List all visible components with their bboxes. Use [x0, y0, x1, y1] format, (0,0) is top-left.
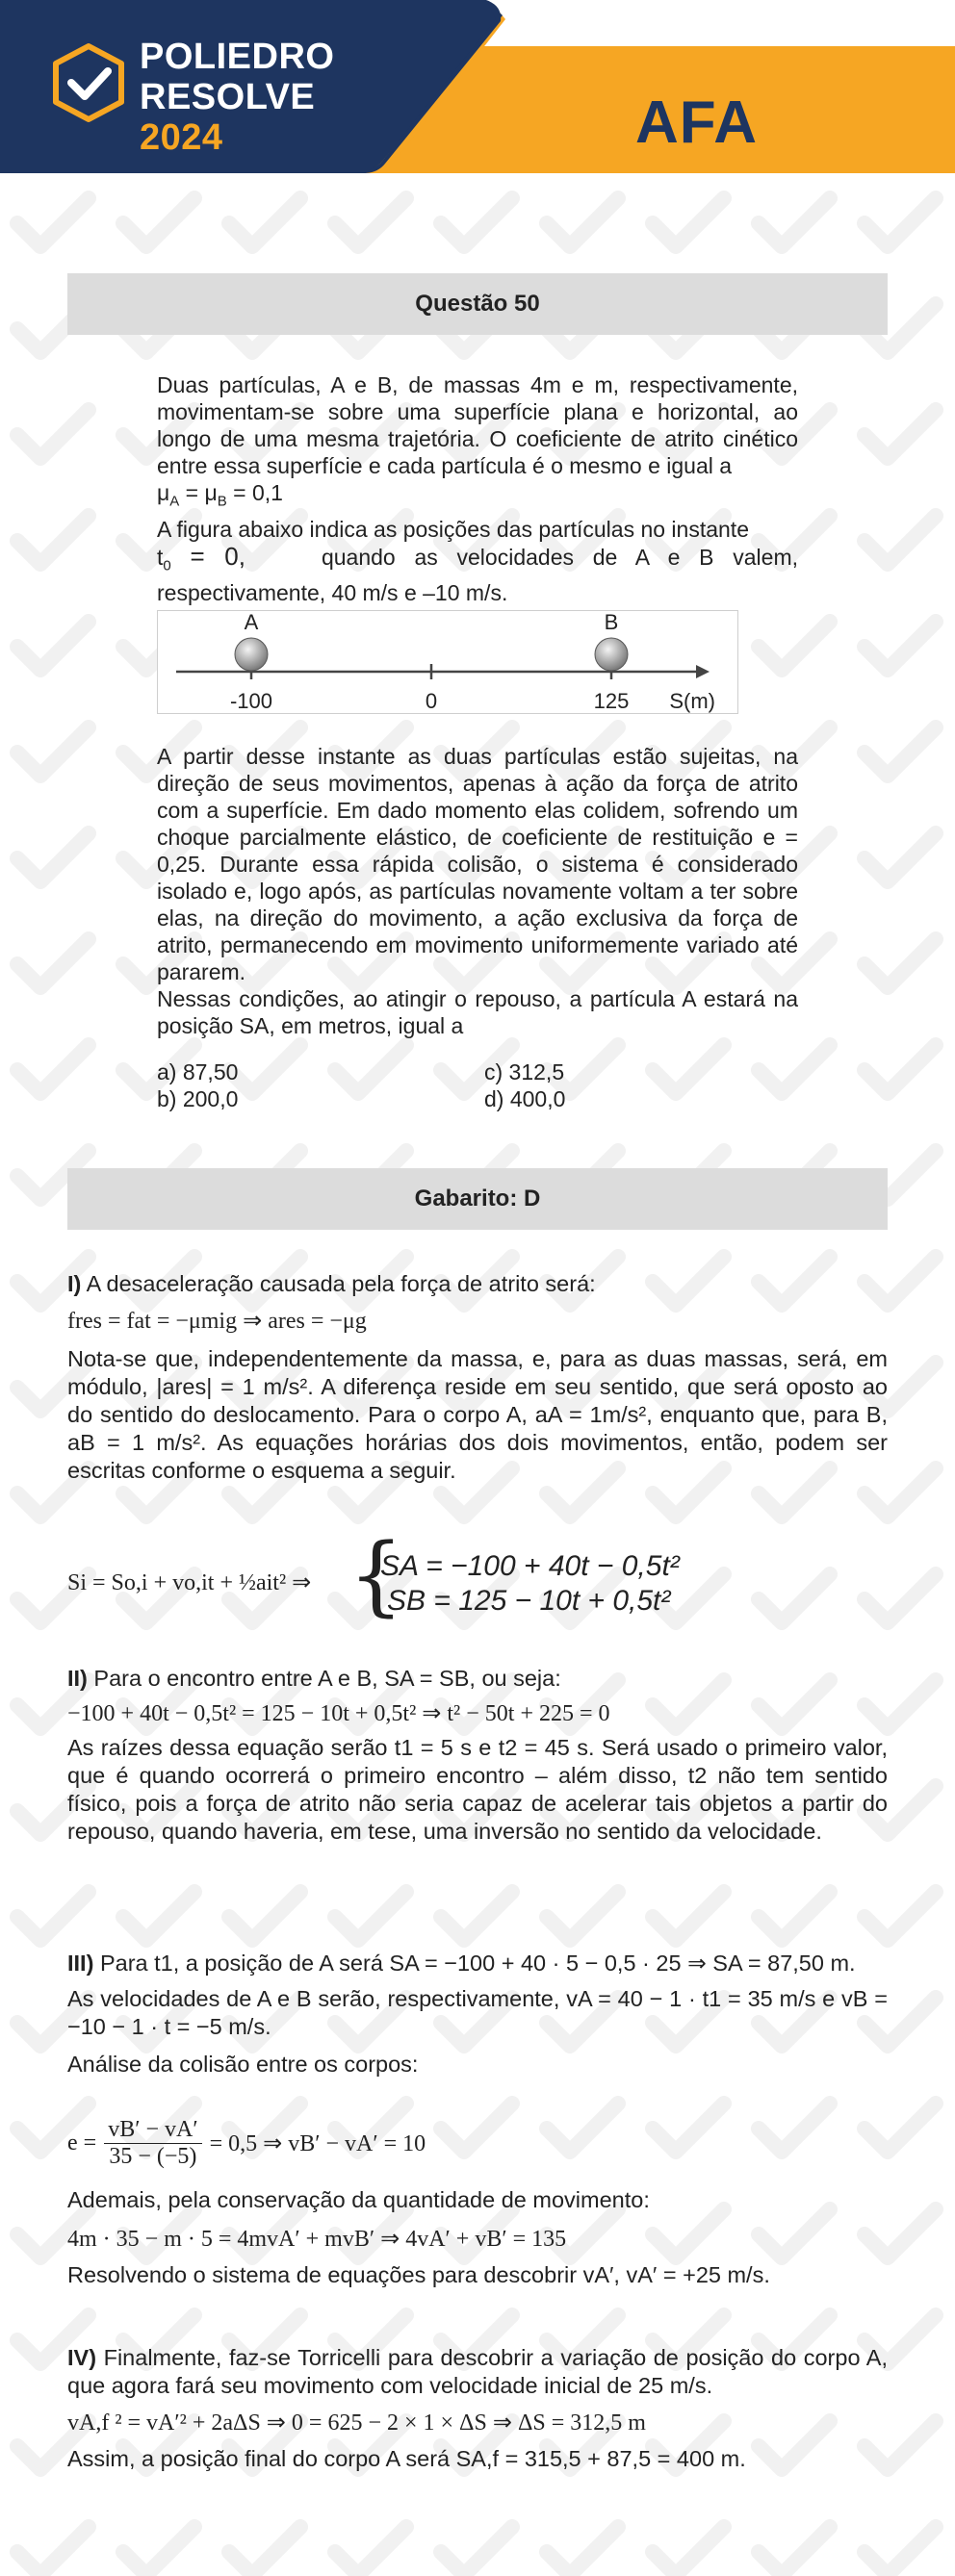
question-paragraph-1: Duas partículas, A e B, de massas 4m e m, respectivamente, movimentam-se sobre uma superfície plana e horizontal, ao longo de uma mesma trajetória. O coeficiente de atrito cinético entre essa superfície e cada partícula é o mesmo e igual a: [157, 372, 798, 478]
solution-4-intro: IV) Finalmente, faz-se Torricelli para descobrir a variação de posição do corpo A, que agora fará seu movimento com velocidade inicial de 25 m/s.: [67, 2345, 888, 2398]
answer-title-bar: [67, 1168, 888, 1230]
restitution-lhs: e =: [67, 2130, 97, 2155]
answer-title: Gabarito: D: [414, 1186, 541, 1211]
solution-part-3: [67, 1950, 888, 2079]
solution-part-1: [67, 1270, 888, 1485]
solution-part-4: [67, 2344, 888, 2473]
solution-1-paragraph: Nota-se que, independentemente da massa, e, para as duas massas, será, em módulo, |ares| = 1 m/s². A diferença reside em seu sentido, que será oposto ao do sentido do deslocamento. Para o corpo A, aA = 1m/s², enquanto que, para B, aB = 1 m/s². As equações horárias dos dois movimentos, então, podem ser escritas conforme o esquema a seguir.: [67, 1346, 888, 1483]
brand-line-1: POLIEDRO: [140, 37, 335, 77]
question-paragraph-3: A partir desse instante as duas partículas estão sujeitas, na direção de seus movimentos, apenas à ação da força de atrito com a superfície. Em dado momento elas colidem, sofrendo um choque parcialmente elástico, de coeficiente de restituição e = 0,25. Durante essa rápida colisão, o sistema é considerado isolado e, logo após, as partículas novamente voltam a ter sobre elas, na direção do movimento, a ação exclusiva da força de atrito, permanecendo em movimento uniformemente variado até pararem.: [157, 744, 798, 984]
solution-4-final: Assim, a posição final do corpo A será SA,f = 315,5 + 87,5 = 400 m.: [67, 2446, 746, 2471]
axis-label: S(m): [669, 689, 715, 713]
solution-4-torricelli: vA,f ² = vA′² + 2aΔS ⇒ 0 = 625 − 2 × 1 × ΔS ⇒ ΔS = 312,5 m: [67, 2410, 646, 2436]
question-title: Questão 50: [415, 291, 540, 317]
system-equation-b: SB = 125 − 10t + 0,5t²: [387, 1585, 671, 1617]
label-b: B: [604, 610, 619, 634]
restitution-rhs: = 0,5 ⇒ vB′ − vA′ = 10: [209, 2130, 426, 2156]
option-c: c) 312,5: [484, 1059, 565, 1084]
solution-3-momentum-equation: 4m · 35 − m · 5 = 4mvA′ + mvB′ ⇒ 4vA′ + vB′ = 135: [67, 2227, 567, 2252]
tick-label-0: 0: [425, 689, 438, 713]
tick-label-minus100: -100: [229, 689, 273, 713]
restitution-fraction: [104, 2117, 201, 2170]
particle-a: [235, 638, 268, 671]
restitution-denominator: 35 − (−5): [109, 2143, 197, 2169]
solution-2-equation: −100 + 40t − 0,5t² = 125 − 10t + 0,5t² ⇒ t² − 50t + 225 = 0: [67, 1701, 610, 1726]
solution-2-paragraph: As raízes dessa equação serão t1 = 5 s e t2 = 45 s. Será usado o primeiro valor, que é quando ocorrerá o primeiro encontro – além disso, t2 não tem sentido físico, pois a força de atrito não seria capaz de acelerar tais objetos a partir do repouso, quando haveria, em tese, uma inversão no sentido da velocidade.: [67, 1735, 888, 1844]
tick-label-125: 125: [593, 689, 630, 713]
solution-1-equation: fres = fat = −μmig ⇒ ares = −μg: [67, 1309, 367, 1334]
solution-2-intro: II) Para o encontro entre A e B, SA = SB, ou seja:: [67, 1666, 561, 1691]
system-brace: {: [348, 1525, 404, 1626]
restitution-numerator: vB′ − vA′: [104, 2117, 201, 2144]
question-title-bar: [67, 273, 888, 335]
solution-part-3-continued: [67, 2186, 888, 2289]
solution-3-collision-intro: Análise da colisão entre os corpos:: [67, 2052, 419, 2077]
system-equation-a: SA = −100 + 40t − 0,5t²: [380, 1550, 680, 1582]
solution-3-intro: III) Para t1, a posição de A será SA = −100 + 40 · 5 − 0,5 · 25 ⇒ SA = 87,50 m.: [67, 1951, 856, 1976]
brand-line-2: RESOLVE: [140, 77, 316, 117]
option-b: b) 200,0: [157, 1086, 239, 1111]
solution-3-momentum-intro: Ademais, pela conservação da quantidade de movimento:: [67, 2187, 650, 2212]
label-a: A: [244, 610, 259, 634]
position-axis-figure: [157, 610, 738, 714]
question-statement: [157, 371, 798, 606]
question-statement-continued: [157, 743, 798, 1039]
solution-part-2: [67, 1665, 888, 1846]
question-paragraph-4: Nessas condições, ao atingir o repouso, a partícula A estará na posição SA, em metros, igual a: [157, 986, 798, 1038]
question-paragraph-2: A figura abaixo indica as posições das partículas no instante: [157, 516, 749, 542]
friction-coefficient: $\mu_A = \mu_B = 0,1$: [157, 480, 283, 510]
exam-name: AFA: [635, 89, 758, 156]
option-a: a) 87,50: [157, 1059, 239, 1084]
question-paragraph-2b: $t_0 = 0$, quando as velocidades de A e B valem, respectivamente, 40 m/s e –10 m/s.: [157, 541, 799, 606]
brand-year: 2024: [140, 117, 223, 158]
solution-1-intro: I) A desaceleração causada pela força de atrito será:: [67, 1271, 596, 1296]
particle-b: [595, 638, 628, 671]
solution-3-velocities: As velocidades de A e B serão, respectivamente, vA = 40 − 1 · t1 = 35 m/s e vB = −10 − 1 · t = −5 m/s.: [67, 1986, 888, 2039]
solution-3-result: Resolvendo o sistema de equações para descobrir vA′, vA′ = +25 m/s.: [67, 2262, 770, 2287]
solution-1-general-equation: Si = So,i + vo,it + ½ait² ⇒: [67, 1570, 312, 1595]
option-d: d) 400,0: [484, 1086, 566, 1111]
restitution-equation: [67, 2109, 426, 2177]
